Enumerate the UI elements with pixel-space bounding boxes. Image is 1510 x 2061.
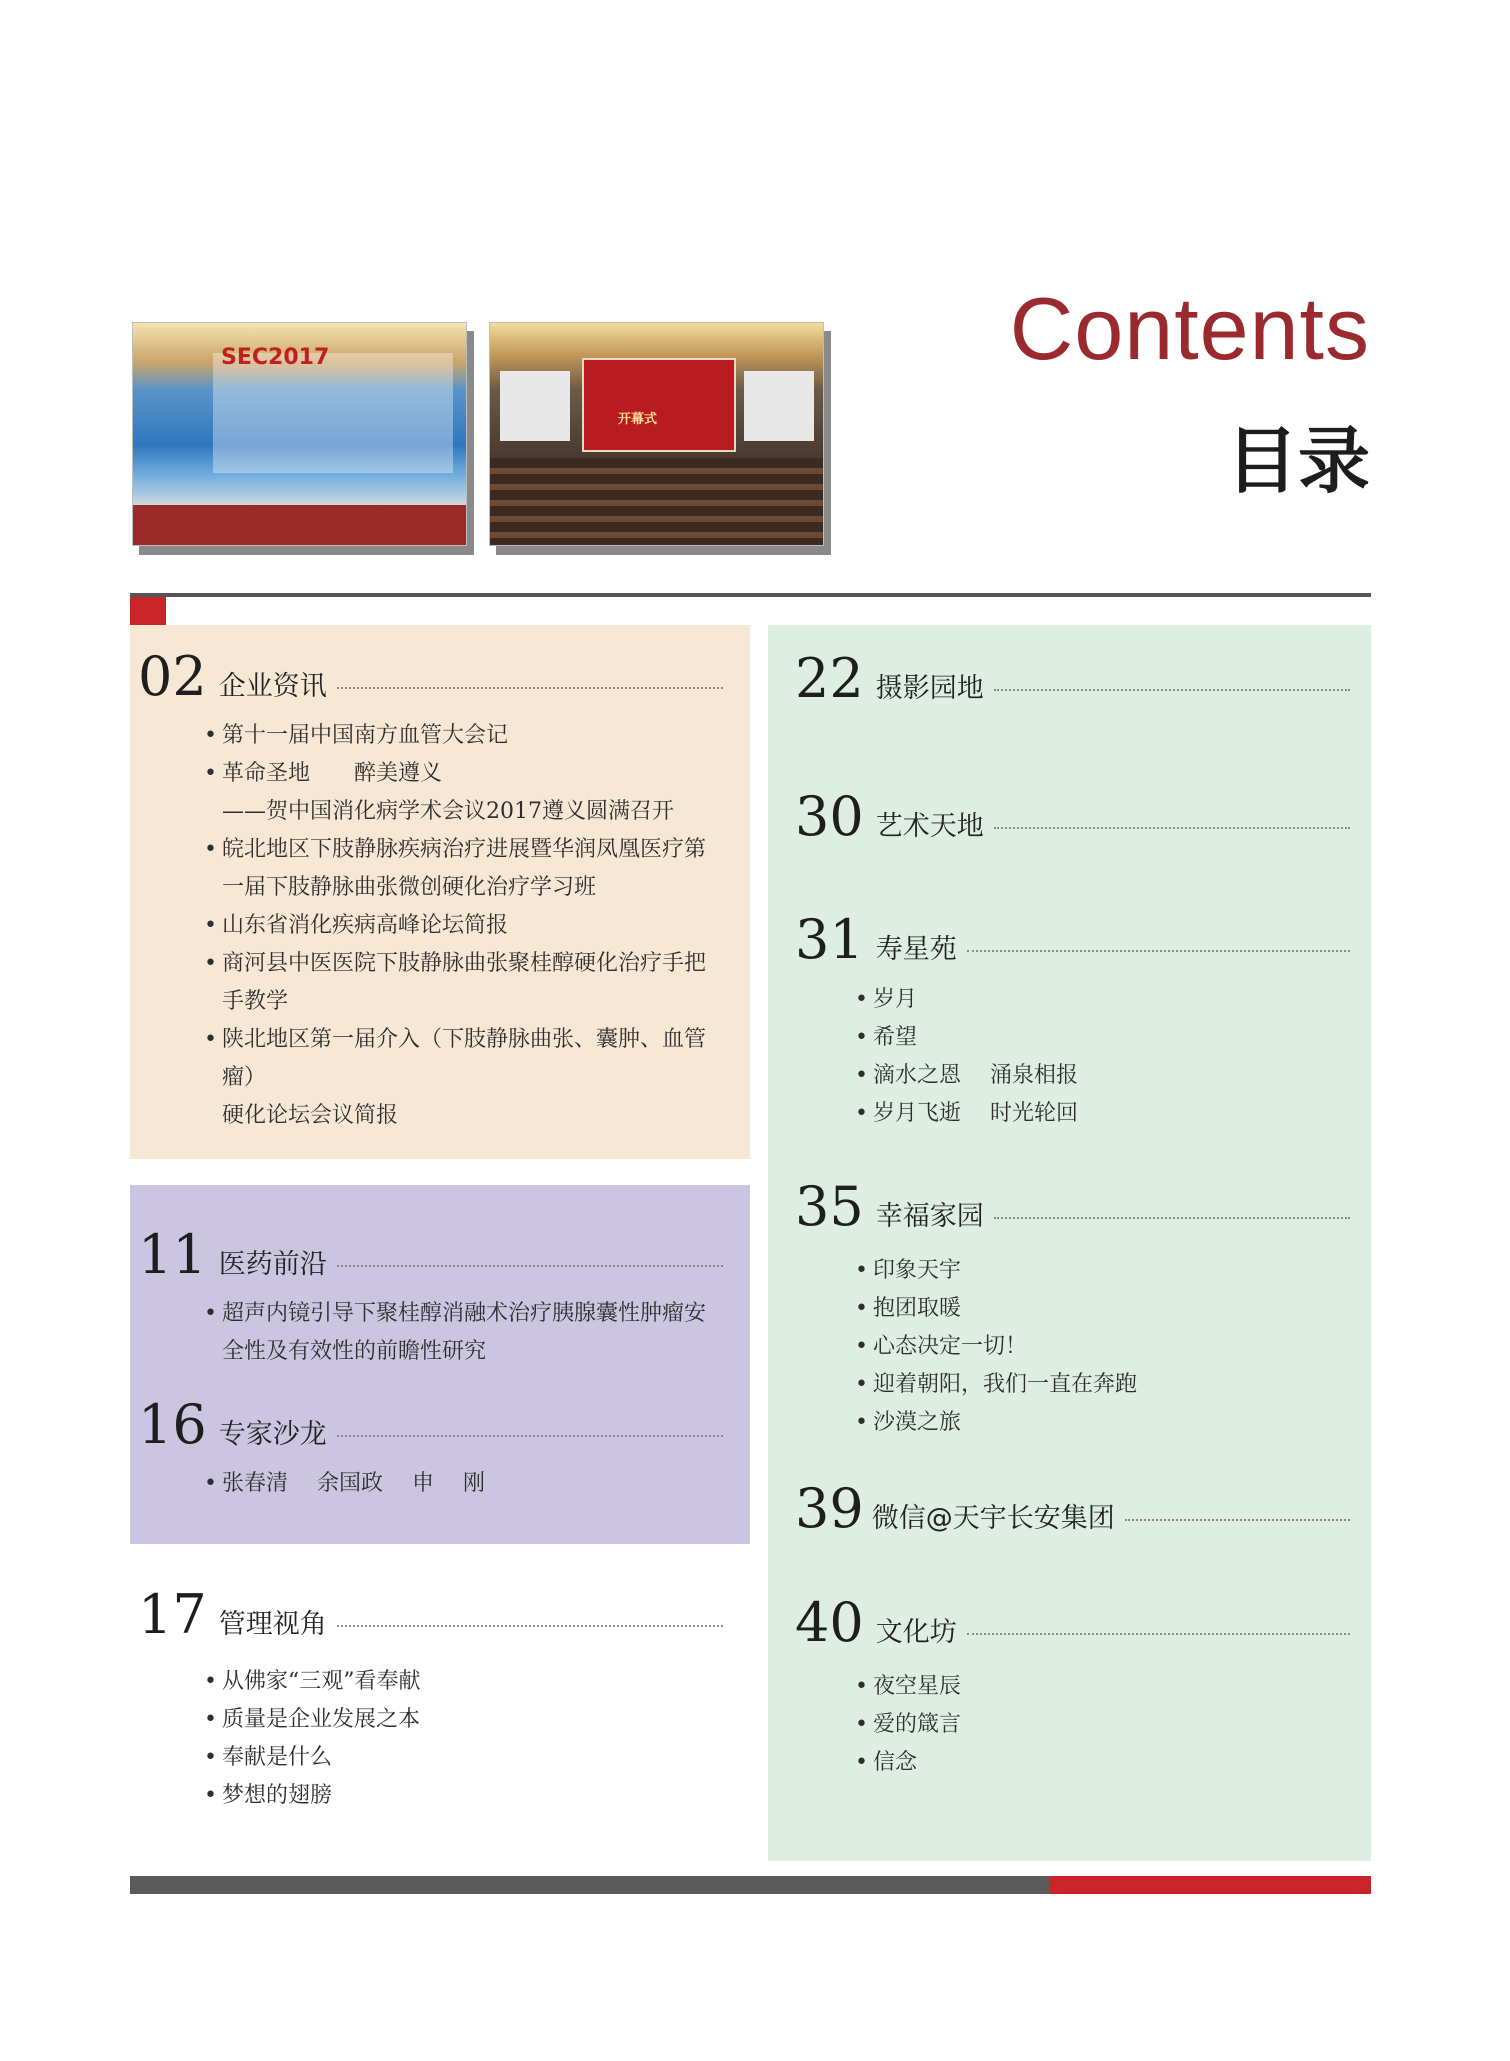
toc-item[interactable]: • 张春清 余国政 申 刚 — [204, 1465, 723, 1503]
stage-table — [133, 505, 466, 545]
section-title: 医药前沿 — [218, 1249, 327, 1280]
toc-item[interactable]: • 抱团取暖 — [855, 1290, 1350, 1328]
dot-leader — [994, 689, 1350, 691]
toc-section[interactable] — [795, 1175, 1350, 1442]
toc-item[interactable]: • 陕北地区第一届介入（下肢静脉曲张、囊肿、血管瘤） — [204, 1021, 723, 1097]
dot-leader — [1125, 1519, 1350, 1521]
toc-section[interactable] — [138, 1393, 723, 1503]
dot-leader — [967, 1633, 1350, 1635]
conference-photo-2 — [489, 322, 824, 546]
section-page-number: 30 — [795, 785, 864, 848]
dot-leader — [337, 1625, 723, 1627]
toc-section[interactable] — [795, 1591, 1350, 1782]
side-screen-left — [500, 371, 570, 441]
section-title: 微信@天宇长安集团 — [871, 1503, 1115, 1534]
section-title: 专家沙龙 — [218, 1419, 327, 1450]
toc-item[interactable]: • 革命圣地 醉美遵义 — [204, 755, 723, 793]
section-title: 文化坊 — [875, 1617, 957, 1648]
toc-item[interactable]: 全性及有效性的前瞻性研究 — [222, 1339, 487, 1364]
section-page-number: 11 — [138, 1223, 207, 1286]
toc-section[interactable] — [795, 785, 1350, 850]
side-screen-right — [744, 371, 814, 441]
section-title: 幸福家园 — [875, 1201, 984, 1232]
toc-item[interactable]: • 岁月 — [855, 981, 1350, 1019]
toc-item[interactable]: • 夜空星辰 — [855, 1668, 1350, 1706]
toc-item[interactable]: • 岁月飞逝 时光轮回 — [855, 1095, 1350, 1133]
toc-item[interactable]: • 皖北地区下肢静脉疾病治疗进展暨华润凤凰医疗第 — [204, 831, 723, 869]
section-page-number: 17 — [138, 1583, 207, 1646]
toc-item[interactable]: • 梦想的翅膀 — [204, 1777, 723, 1815]
toc-item[interactable]: • 从佛家“三观”看奉献 — [204, 1663, 723, 1701]
toc-item[interactable]: ——贺中国消化病学术会议2017遵义圆满召开 — [222, 799, 674, 824]
dot-leader — [337, 1265, 723, 1267]
toc-item[interactable]: • 质量是企业发展之本 — [204, 1701, 723, 1739]
stage-screen — [213, 353, 453, 473]
toc-item[interactable]: • 心态决定一切！ — [855, 1328, 1350, 1366]
accent-square — [130, 597, 166, 625]
dot-leader — [337, 687, 723, 689]
section-page-number: 35 — [795, 1175, 864, 1238]
toc-item[interactable]: • 第十一届中国南方血管大会记 — [204, 717, 723, 755]
toc-section[interactable] — [138, 1223, 723, 1371]
toc-item[interactable]: • 信念 — [855, 1744, 1350, 1782]
toc-section[interactable] — [138, 1583, 723, 1815]
conference-photo-1 — [132, 322, 467, 546]
contents-title-cn: 目录 — [1225, 419, 1370, 503]
toc-item[interactable]: • 沙漠之旅 — [855, 1404, 1350, 1442]
toc-section[interactable] — [795, 1477, 1350, 1542]
section-page-number: 16 — [138, 1393, 207, 1456]
section-title: 艺术天地 — [875, 811, 984, 842]
main-screen — [582, 358, 736, 452]
toc-section[interactable] — [795, 647, 1350, 712]
sec-logo: SEC2017 — [221, 345, 330, 370]
dot-leader — [994, 827, 1350, 829]
opening-label: 开幕式 — [618, 412, 658, 427]
dot-leader — [967, 950, 1350, 952]
audience-rows — [490, 458, 823, 545]
toc-item[interactable]: • 印象天宇 — [855, 1252, 1350, 1290]
toc-item[interactable]: • 爱的箴言 — [855, 1706, 1350, 1744]
toc-section[interactable] — [138, 645, 723, 1135]
section-page-number: 22 — [795, 647, 864, 710]
toc-item[interactable]: 一届下肢静脉曲张微创硬化治疗学习班 — [222, 875, 597, 900]
toc-item[interactable]: 手教学 — [222, 989, 289, 1014]
toc-item[interactable]: • 滴水之恩 涌泉相报 — [855, 1057, 1350, 1095]
section-page-number: 39 — [795, 1477, 864, 1540]
section-title: 企业资讯 — [218, 671, 327, 702]
dot-leader — [337, 1435, 723, 1437]
section-title: 寿星苑 — [875, 934, 957, 965]
top-divider — [130, 593, 1371, 597]
section-page-number: 02 — [138, 645, 207, 708]
toc-item[interactable]: • 商河县中医医院下肢静脉曲张聚桂醇硬化治疗手把 — [204, 945, 723, 983]
toc-item[interactable]: • 超声内镜引导下聚桂醇消融术治疗胰腺囊性肿瘤安 — [204, 1295, 723, 1333]
toc-item[interactable]: • 奉献是什么 — [204, 1739, 723, 1777]
section-title: 管理视角 — [218, 1609, 327, 1640]
toc-item[interactable]: • 山东省消化疾病高峰论坛简报 — [204, 907, 723, 945]
toc-item[interactable]: 硬化论坛会议简报 — [222, 1103, 399, 1128]
toc-item[interactable]: • 希望 — [855, 1019, 1350, 1057]
toc-section[interactable] — [795, 908, 1350, 1133]
section-title: 摄影园地 — [875, 673, 984, 704]
bottom-bar-red — [1050, 1876, 1371, 1894]
toc-item[interactable]: • 迎着朝阳，我们一直在奔跑 — [855, 1366, 1350, 1404]
dot-leader — [994, 1217, 1350, 1219]
section-page-number: 40 — [795, 1591, 864, 1654]
section-page-number: 31 — [795, 908, 864, 971]
contents-title: Contents — [1009, 279, 1370, 378]
bottom-bar-gray — [130, 1876, 1050, 1894]
